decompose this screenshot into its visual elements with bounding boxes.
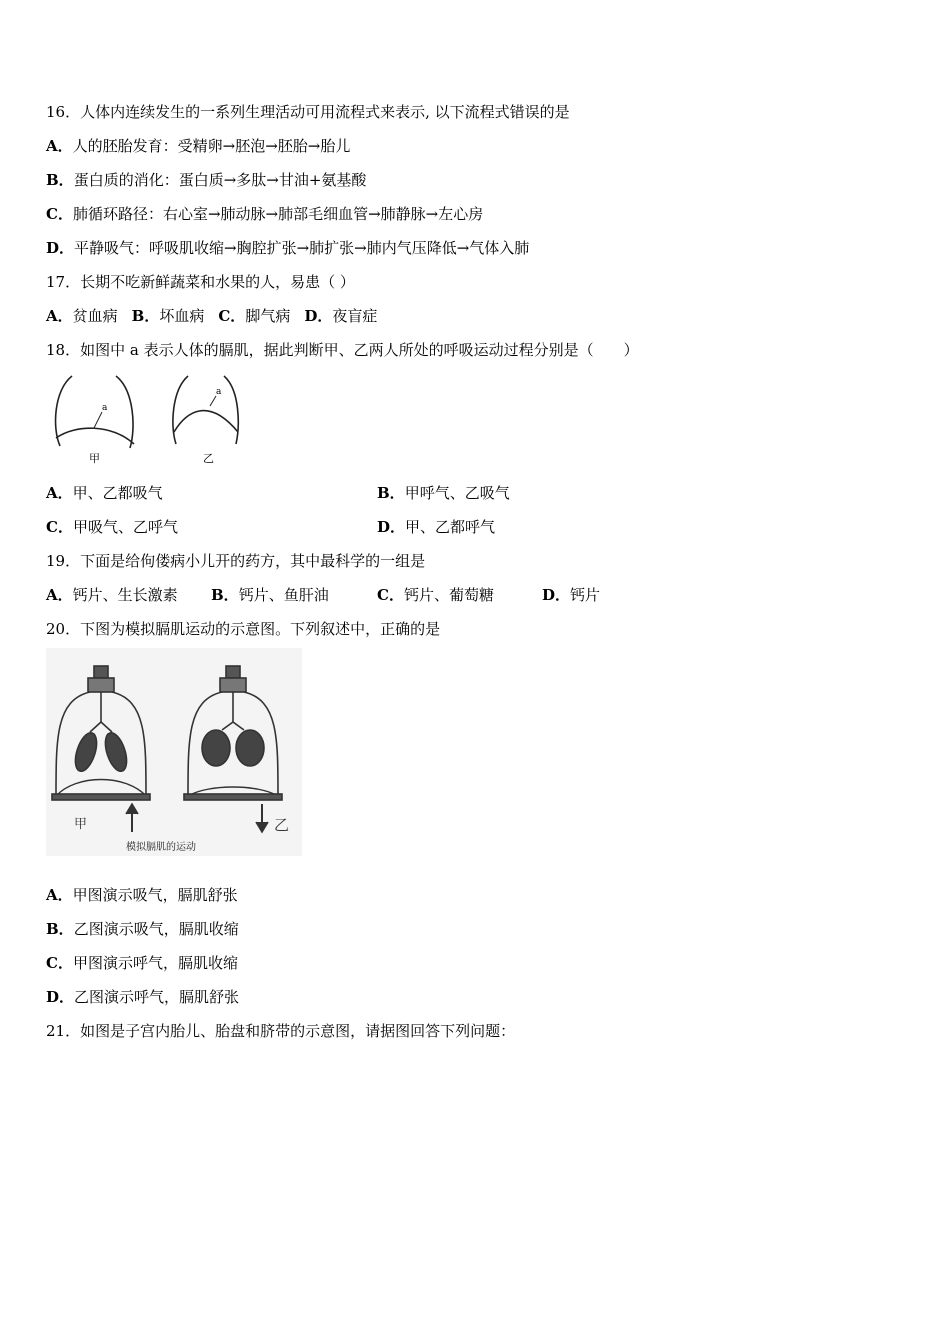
option-text: 钙片、生长激素 [72,586,178,604]
q20-option-b [46,919,239,939]
jia-label: 甲 [74,817,88,832]
option-label: D． [46,988,75,1006]
q19-option-b [211,585,329,605]
yi-chest-wall-right [224,376,238,444]
option-label: A． [46,484,73,502]
q19-option-d [542,585,600,605]
option-label: B． [46,171,74,189]
q20-bell-jar-figure [46,648,302,856]
option-text: 肺循环路径：右心室→肺动脉→肺部毛细血管→肺静脉→左心房 [72,205,484,223]
q18-thorax-figure [46,368,246,468]
option-label: C． [46,205,73,223]
q16-option-d [46,238,529,258]
yi-label: 乙 [203,452,214,465]
option-label: B． [211,586,239,604]
option-label: D． [542,586,571,604]
option-text: 甲呼气、乙吸气 [404,484,510,502]
q19-stem: 19．下面是给佝偻病小儿开的药方，其中最科学的一组是 [46,552,426,570]
option-label: C． [46,954,73,972]
yi-marker-line [210,396,216,406]
q18-option-d [377,517,495,537]
q17-option-b [132,306,205,326]
q21-stem: 21．如图是子宫内胎儿、胎盘和脐带的示意图，请据图回答下列问题： [46,1022,516,1040]
q17-option-a [46,306,118,326]
option-label: C． [218,307,246,325]
yi-marker: a [216,387,222,397]
q20-stem: 20．下图为模拟膈肌运动的示意图。下列叙述中，正确的是 [46,620,441,638]
yi-chest-wall [173,376,188,444]
jia-marker: a [102,403,108,413]
q17-options [46,306,391,326]
option-text: 甲图演示呼气，膈肌收缩 [72,954,238,972]
option-label: A． [46,586,73,604]
option-text: 乙图演示呼气，膈肌舒张 [74,988,240,1006]
option-label: D． [304,307,333,325]
option-label: D． [377,518,406,536]
option-text: 钙片、葡萄糖 [403,586,494,604]
option-text: 甲、乙都吸气 [72,484,163,502]
jia-chest-wall [56,376,72,446]
jia-label: 甲 [89,452,100,465]
q19-option-a [46,585,178,605]
option-label: B． [377,484,405,502]
q18-stem: 18．如图中 a 表示人体的膈肌，据此判断甲、乙两人所处的呼吸运动过程分别是（ ） [46,341,639,359]
option-label: B． [131,307,160,325]
option-label: C． [377,586,404,604]
q20-option-c [46,953,238,973]
option-label: B． [46,920,74,938]
jia-marker-line [94,412,102,428]
option-text: 夜盲症 [332,307,378,325]
option-text: 脚气病 [245,307,291,325]
q20-option-d [46,987,239,1007]
option-text: 钙片 [570,586,601,604]
q18-option-b [377,483,510,503]
option-text: 人的胚胎发育：受精卵→胚泡→胚胎→胎儿 [72,137,351,155]
option-text: 乙图演示吸气，膈肌收缩 [73,920,239,938]
option-text: 甲吸气、乙呼气 [72,518,178,536]
q16-stem: 16．人体内连续发生的一系列生理活动可用流程式来表示, 以下流程式错误的是 [46,103,570,121]
q18-option-a [46,484,163,502]
q17-stem: 17．长期不吃新鲜蔬菜和水果的人，易患（ ） [46,273,355,291]
q16-option-b [46,170,366,190]
option-text: 蛋白质的消化：蛋白质→多肽→甘油+氨基酸 [73,171,367,189]
figure-caption: 模拟膈肌的运动 [126,842,196,853]
option-label: C． [46,518,73,536]
yi-label: 乙 [274,816,290,834]
option-label: A． [46,886,73,904]
q16-option-c [46,204,483,224]
q17-option-d [304,306,377,326]
option-label: A． [46,137,73,155]
option-label: A． [46,307,73,325]
option-text: 平静吸气：呼吸肌收缩→胸腔扩张→肺扩张→肺内气压降低→气体入肺 [74,239,530,257]
option-text: 坏血病 [159,307,205,325]
q17-option-c [218,306,290,326]
option-text: 甲、乙都呼气 [405,518,496,536]
q16-option-a [46,136,350,156]
option-label: D． [46,239,75,257]
q18-option-c [46,517,178,537]
q18-row-1 [46,483,163,503]
option-text: 钙片、鱼肝油 [238,586,329,604]
q19-option-c [377,585,494,605]
yi-diaphragm [174,411,238,432]
option-text: 贫血病 [72,307,118,325]
jia-diaphragm [56,428,134,444]
q20-option-a [46,885,238,905]
option-text: 甲图演示吸气，膈肌舒张 [72,886,238,904]
